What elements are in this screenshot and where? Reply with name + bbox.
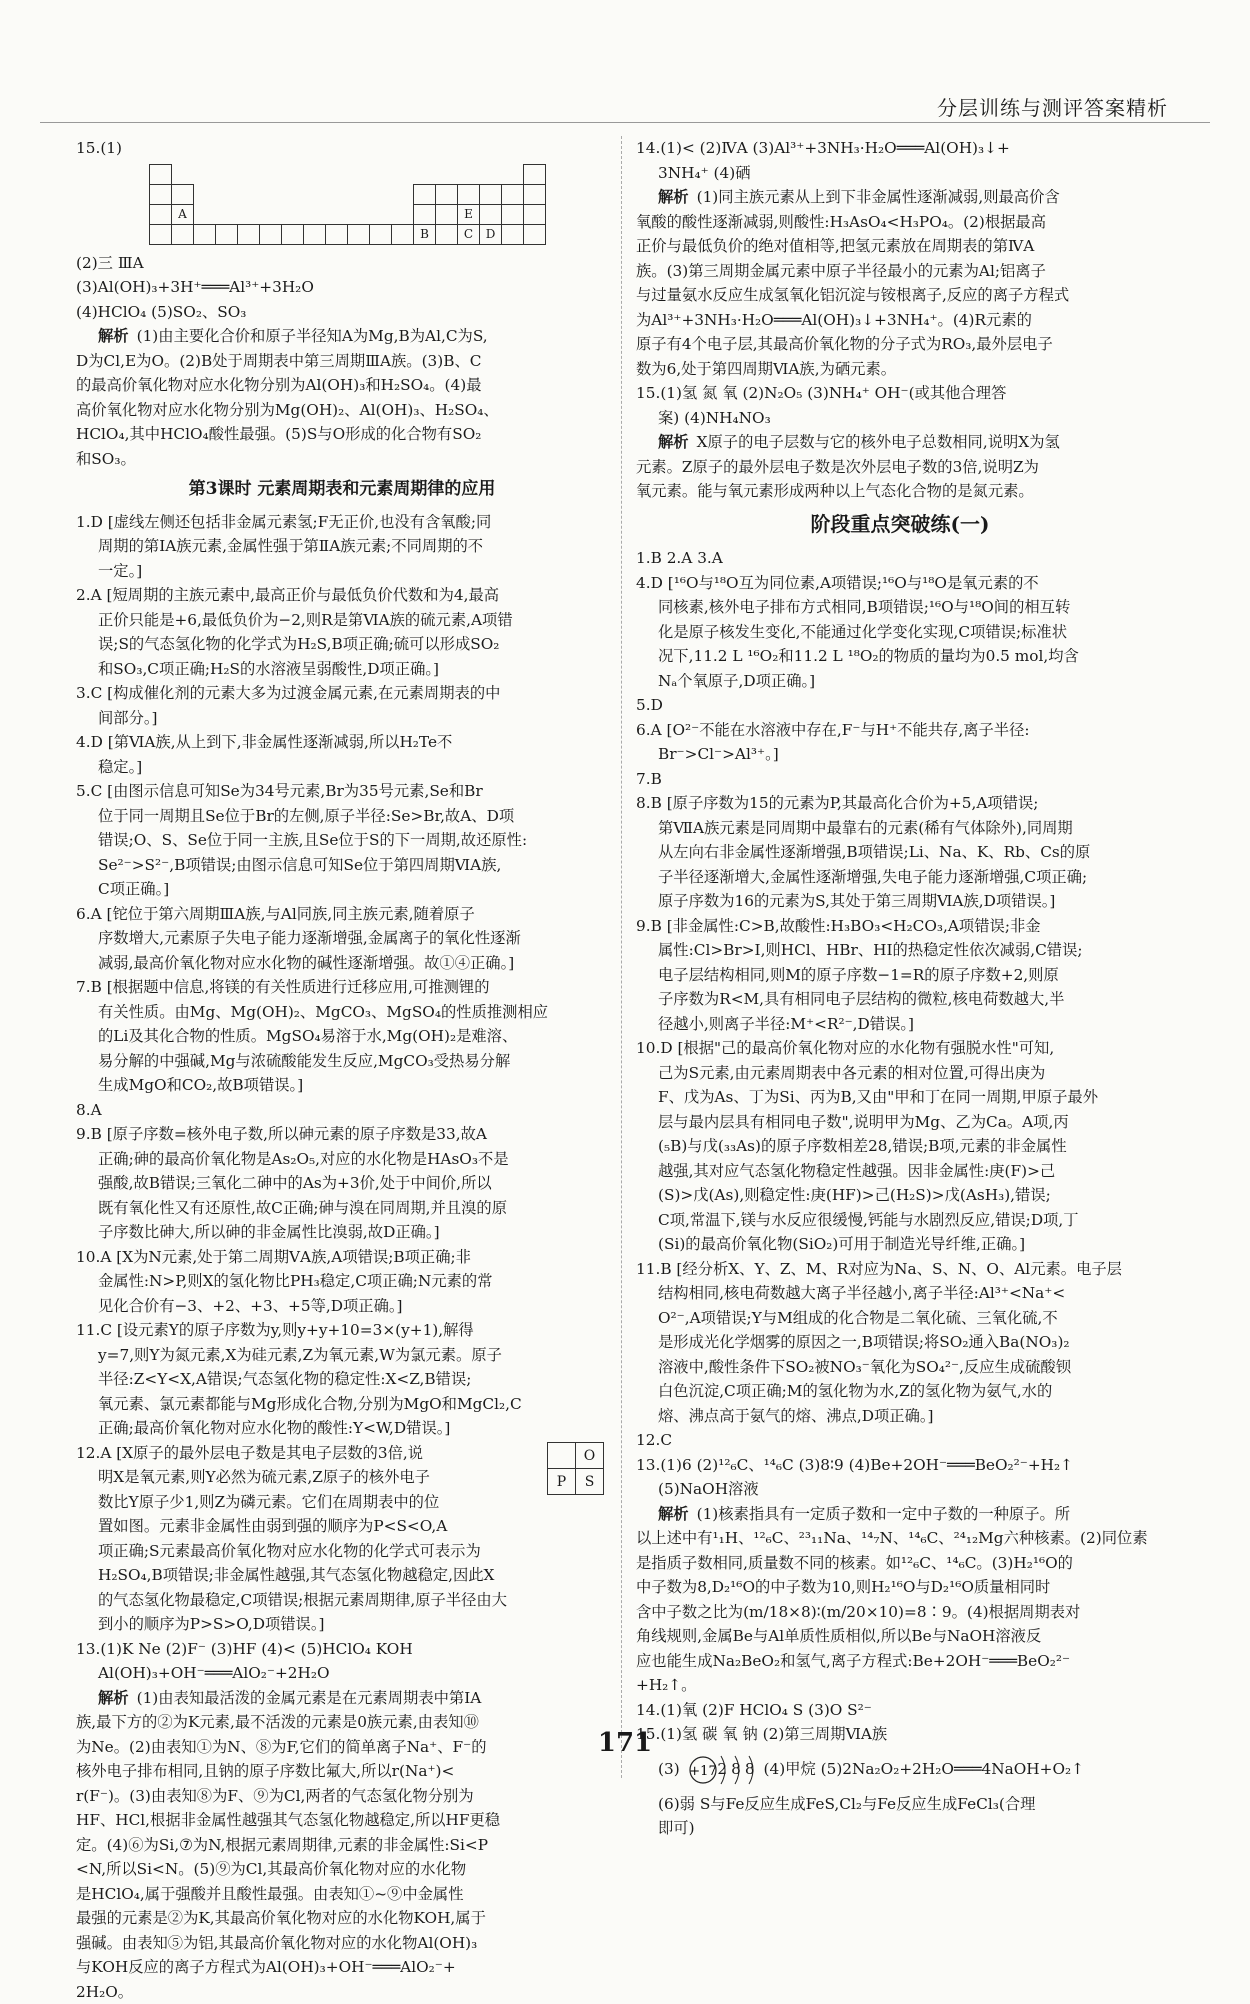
explanation-line: 应也能生成Na₂BeO₂和氢气,离子方程式:Be+2OH⁻═══BeO₂²⁻ <box>636 1649 1164 1674</box>
table-cell <box>347 224 370 245</box>
answer-line: Al(OH)₃+OH⁻═══AlO₂⁻+2H₂O <box>76 1661 608 1686</box>
explanation-line <box>636 185 1164 210</box>
answer-line: 正确;砷的最高价氧化物是As₂O₅,对应的水化物是HAsO₃不是 <box>76 1147 608 1172</box>
jiexi-text: (1)由主要化合价和原子半径知A为Mg,B为Al,C为S, <box>137 327 488 345</box>
answer-line: (5)NaOH溶液 <box>636 1477 1164 1502</box>
right-column <box>636 136 1164 1841</box>
explanation-line: 与KOH反应的离子方程式为Al(OH)₃+OH⁻═══AlO₂⁻+ <box>76 1955 608 1980</box>
answer-line: 11.C [设元素Y的原子序数为y,则y+y+10=3×(y+1),解得 <box>76 1318 608 1343</box>
answer-line: 到小的顺序为P>S>O,D项错误。] <box>76 1612 608 1637</box>
answer-line: 5.D <box>636 693 1164 718</box>
answer-line: 10.D [根据"己的最高价氧化物对应的水化物有强脱水性"可知, <box>636 1036 1164 1061</box>
answer-line: 项正确;S元素最高价氧化物对应水化物的化学式可表示为 <box>76 1539 608 1564</box>
explanation-line: 是指质子数相同,质量数不同的核素。如¹²₆C、¹⁴₆C。(3)H₂¹⁶O的 <box>636 1551 1164 1576</box>
q15-answers <box>76 251 608 325</box>
answer-line: 子序数为R<M,具有相同电子层结构的微粒,核电荷数越大,半 <box>636 987 1164 1012</box>
explanation-line: 以上述中有¹₁H、¹²₆C、²³₁₁Na、¹⁴₇N、¹⁴₆C、²⁴₁₂Mg六种核素。(2)同位素 <box>636 1526 1164 1551</box>
answer-line: 4.D [第ⅥA族,从上到下,非金属性逐渐减弱,所以H₂Te不 <box>76 730 608 755</box>
answer-line: 14.(1)< (2)ⅣA (3)Al³⁺+3NH₃·H₂O═══Al(OH)₃↓+ <box>636 136 1164 161</box>
table-cell: E <box>457 204 480 225</box>
answer-line: 7.B [根据题中信息,将镁的有关性质进行迁移应用,可推测锂的 <box>76 975 608 1000</box>
answer-line: 错误;O、S、Se位于同一主族,且Se位于S的下一周期,故还原性: <box>76 828 608 853</box>
answer-line: 既有氧化性又有还原性,故C正确;砷与溴在同周期,并且溴的原 <box>76 1196 608 1221</box>
answer-line: 7.B <box>636 767 1164 792</box>
explanation-line: 为Ne。(2)由表知①为N、⑧为F,它们的简单离子Na⁺、F⁻的 <box>76 1735 608 1760</box>
answer-line: 序数增大,元素原子失电子能力逐渐增强,金属离子的氧化性逐渐 <box>76 926 608 951</box>
section-title-stage-practice: 阶段重点突破练(一) <box>636 512 1164 537</box>
table-cell <box>237 224 260 245</box>
q13-explanation-right <box>636 1502 1164 1698</box>
explanation-line: 高价氧化物对应水化物分别为Mg(OH)₂、Al(OH)₃、H₂SO₄、 <box>76 398 608 423</box>
answer-line: Nₐ个氧原子,D项正确。] <box>636 669 1164 694</box>
answer-line: 金属性:N>P,则X的氢化物比PH₃稳定,C项正确;N元素的常 <box>76 1269 608 1294</box>
answer-line: 一定。] <box>76 559 608 584</box>
explanation-line: r(F⁻)。(3)由表知⑧为F、⑨为Cl,两者的气态氢化物分别为 <box>76 1784 608 1809</box>
table-cell <box>171 184 194 205</box>
table-cell <box>523 164 546 185</box>
explanation-line: 氧酸的酸性逐渐减弱,则酸性:H₃AsO₄<H₃PO₄。(2)根据最高 <box>636 210 1164 235</box>
answer-line: 15.(1)氢 氮 氧 (2)N₂O₅ (3)NH₄⁺ OH⁻(或其他合理答 <box>636 381 1164 406</box>
explanation-line: 定。(4)⑥为Si,⑦为N,根据元素周期律,元素的非金属性:Si<P <box>76 1833 608 1858</box>
answer-line: (6)弱 S与Fe反应生成FeS,Cl₂与Fe反应生成FeCl₃(合理 <box>636 1792 1164 1817</box>
stage-answers-list <box>636 546 1164 1502</box>
jiexi-label: 解析 <box>658 188 689 206</box>
answer-line: 强酸,故B错误;三氧化二砷中的As为+3价,处于中间价,所以 <box>76 1171 608 1196</box>
explanation-line <box>76 324 608 349</box>
explanation-line: 元素。Z原子的最外层电子数是次外层电子数的3倍,说明Z为 <box>636 455 1164 480</box>
answer-line: 8.A <box>76 1098 608 1123</box>
answer-line: 位于同一周期且Se位于Br的左侧,原子半径:Se>Br,故A、D项 <box>76 804 608 829</box>
answer-line: 案) (4)NH₄NO₃ <box>636 406 1164 431</box>
answer-line: 4.D [¹⁶O与¹⁸O互为同位素,A项错误;¹⁶O与¹⁸O是氧元素的不 <box>636 571 1164 596</box>
answer-line: 13.(1)6 (2)¹²₆C、¹⁴₆C (3)8∶9 (4)Be+2OH⁻═══BeO₂²⁻+H₂↑ <box>636 1453 1164 1478</box>
answer-line: 生成MgO和CO₂,故B项错误。] <box>76 1073 608 1098</box>
answer-line: 白色沉淀,C项正确;M的氢化物为水,Z的氢化物为氨气,水的 <box>636 1379 1164 1404</box>
answer-line: 结构相同,核电荷数越大离子半径越小,离子半径:Al³⁺<Na⁺< <box>636 1281 1164 1306</box>
table-cell <box>259 224 282 245</box>
header-rule <box>40 122 1210 123</box>
table-cell: C <box>457 224 480 245</box>
explanation-line: 含中子数之比为(m/18×8)∶(m/20×10)=8∶9。(4)根据周期表对 <box>636 1600 1164 1625</box>
table-cell <box>479 184 502 205</box>
answer-line: 5.C [由图示信息可知Se为34号元素,Br为35号元素,Se和Br <box>76 779 608 804</box>
explanation-line: 族。(3)第三周期金属元素中原子半径最小的元素为Al;铝离子 <box>636 259 1164 284</box>
q14-answers <box>636 136 1164 185</box>
answer-line: 置如图。元素非金属性由弱到强的顺序为P<S<O,A <box>76 1514 608 1539</box>
answers-list <box>76 510 608 1441</box>
answer-line: H₂SO₄,B项错误;非金属性越强,其气态氢化物越稳定,因此X <box>76 1563 608 1588</box>
answer-line: 误;S的气态氢化物的化学式为H₂S,B项正确;硫可以形成SO₂ <box>76 632 608 657</box>
answer-line: y=7,则Y为氮元素,X为硅元素,Z为氧元素,W为氯元素。原子 <box>76 1343 608 1368</box>
answer-line: 周期的第ⅠA族元素,金属性强于第ⅡA族元素;不同周期的不 <box>76 534 608 559</box>
answer-line: C项,常温下,镁与水反应很缓慢,钙能与水剧烈反应,错误;D项,丁 <box>636 1208 1164 1233</box>
table-cell: A <box>171 204 194 225</box>
explanation-line: 核外电子排布相同,且钠的原子序数比氟大,所以r(Na⁺)< <box>76 1759 608 1784</box>
jiexi-text: (1)由表知最活泼的金属元素是在元素周期表中第ⅠA <box>137 1689 482 1707</box>
table-cell <box>325 224 348 245</box>
answer-line: 见化合价有−3、+2、+3、+5等,D项正确。] <box>76 1294 608 1319</box>
grid-cell-s: S <box>575 1468 604 1495</box>
section-title-lesson3: 第3课时 元素周期表和元素周期律的应用 <box>76 477 608 502</box>
answer-line: 即可) <box>636 1816 1164 1841</box>
q15-3-prefix: (3) <box>658 1760 680 1778</box>
explanation-line: HF、HCl,根据非金属性越强其气态氢化物越稳定,所以HF更稳 <box>76 1808 608 1833</box>
table-cell <box>215 224 238 245</box>
answer-line: (2)三 ⅢA <box>76 251 608 276</box>
answer-line: 8.B [原子序数为15的元素为P,其最高化合价为+5,A项错误; <box>636 791 1164 816</box>
answer-line: 半径:Z<Y<X,A错误;气态氢化物的稳定性:X<Z,B错误; <box>76 1367 608 1392</box>
explanation-line: 与过量氨水反应生成氢氧化铝沉淀与铵根离子,反应的离子方程式 <box>636 283 1164 308</box>
answer-line: (₅B)与戊(₃₃As)的原子序数相差28,错误;B项,元素的非金属性 <box>636 1134 1164 1159</box>
explanation-line: HClO₄,其中HClO₄酸性最强。(5)S与O形成的化合物有SO₂ <box>76 422 608 447</box>
answer-line: 减弱,最高价氧化物对应水化物的碱性逐渐增强。故①④正确。] <box>76 951 608 976</box>
answer-line: 氧元素、氯元素都能与Mg形成化合物,分别为MgO和MgCl₂,C <box>76 1392 608 1417</box>
answer-line: 熔、沸点高于氨气的熔、沸点,D项正确。] <box>636 1404 1164 1429</box>
answer-line: 己为S元素,由元素周期表中各元素的相对位置,可得出庚为 <box>636 1061 1164 1086</box>
table-cell <box>479 204 502 225</box>
explanation-line: D为Cl,E为O。(2)B处于周期表中第三周期ⅢA族。(3)B、C <box>76 349 608 374</box>
explanation-line: <N,所以Si<N。(5)⑨为Cl,其最高价氧化物对应的水化物 <box>76 1857 608 1882</box>
table-cell <box>501 204 524 225</box>
jiexi-label: 解析 <box>658 1505 689 1523</box>
table-cell <box>391 224 414 245</box>
answer-line: 易分解的中强碱,Mg与浓硫酸能发生反应,MgCO₃受热易分解 <box>76 1049 608 1074</box>
page-header: 分层训练与测评答案精析 <box>937 92 1168 121</box>
explanation-line: 和SO₃。 <box>76 447 608 472</box>
explanation-line: 强碱。由表知⑤为铝,其最高价氧化物对应的水化物Al(OH)₃ <box>76 1931 608 1956</box>
explanation-line: 角线规则,金属Be与Al单质性质相似,所以Be与NaOH溶液反 <box>636 1624 1164 1649</box>
table-cell <box>457 184 480 205</box>
table-cell <box>149 224 172 245</box>
answer-line: 化是原子核发生变化,不能通过化学变化实现,C项错误;标准状 <box>636 620 1164 645</box>
table-cell <box>413 184 436 205</box>
q15-head: 15.(1) <box>76 136 608 161</box>
answer-line: 2.A [短周期的主族元素中,最高正价与最低负价代数和为4,最高 <box>76 583 608 608</box>
answer-line: 子序数比砷大,所以砷的非金属性比溴弱,故D正确。] <box>76 1220 608 1245</box>
explanation-line <box>76 1686 608 1711</box>
answer-line: 越强,其对应气态氢化物稳定性越强。因非金属性:庚(F)>己 <box>636 1159 1164 1184</box>
jiexi-text: X原子的电子层数与它的核外电子总数相同,说明X为氢 <box>697 433 1060 451</box>
explanation-line <box>636 430 1164 455</box>
answer-line: O²⁻,A项错误;Y与M组成的化合物是二氧化硫、三氧化硫,不 <box>636 1306 1164 1331</box>
answer-line: 的气态氢化物最稳定,C项错误;根据元素周期律,原子半径由大 <box>76 1588 608 1613</box>
jiexi-text: (1)同主族元素从上到下非金属性逐渐减弱,则最高价含 <box>697 188 1060 206</box>
explanation-line: 正价与最低负价的绝对值相等,把氢元素放在周期表的第ⅣA <box>636 234 1164 259</box>
answer-line: 的Li及其化合物的性质。MgSO₄易溶于水,Mg(OH)₂是难溶、 <box>76 1024 608 1049</box>
answer-line: 径越小,则离子半径:M⁺<R²⁻,D错误。] <box>636 1012 1164 1037</box>
table-cell <box>523 224 546 245</box>
answer-line: (3)Al(OH)₃+3H⁺═══Al³⁺+3H₂O <box>76 275 608 300</box>
table-cell <box>193 224 216 245</box>
answer-line: 15.(1)氢 碳 氧 钠 (2)第三周期ⅥA族 <box>636 1722 1164 1747</box>
q12-text <box>76 1441 608 1539</box>
q12-position-grid <box>548 1443 604 1495</box>
atom-shells: 288 <box>717 1760 758 1778</box>
table-cell <box>303 224 326 245</box>
answer-line: 稳定。] <box>76 755 608 780</box>
explanation-line: 原子有4个电子层,其最高价氧化物的分子式为RO₃,最外层电子 <box>636 332 1164 357</box>
answer-line: 况下,11.2 L ¹⁶O₂和11.2 L ¹⁸O₂的物质的量均为0.5 mol,均含 <box>636 644 1164 669</box>
explanation-line: 中子数为8,D₂¹⁶O的中子数为10,则H₂¹⁶O与D₂¹⁶O质量相同时 <box>636 1575 1164 1600</box>
jiexi-label: 解析 <box>98 327 129 345</box>
explanation-line: 族,最下方的②为K元素,最不活泼的元素是0族元素,由表知⑩ <box>76 1710 608 1735</box>
grid-cell-empty <box>547 1442 576 1469</box>
answer-line: 层与最内层具有相同电子数",说明甲为Mg、乙为Ca。A项,丙 <box>636 1110 1164 1135</box>
grid-cell-o: O <box>575 1442 604 1469</box>
table-cell <box>435 224 458 245</box>
atom-nucleus: +17 <box>689 1764 716 1779</box>
explanation-line: 氧元素。能与氧元素形成两种以上气态化合物的是氮元素。 <box>636 479 1164 504</box>
q15-3-rest: (4)甲烷 (5)2Na₂O₂+2H₂O═══4NaOH+O₂↑ <box>764 1760 1084 1778</box>
answer-line: 属性:Cl>Br>I,则HCl、HBr、HI的热稳定性依次减弱,C错误; <box>636 938 1164 963</box>
answer-line: 同核素,核外电子排布方式相同,B项错误;¹⁶O与¹⁸O间的相互转 <box>636 595 1164 620</box>
answer-line: 正确;最高价氧化物对应水化物的酸性:Y<W,D错误。] <box>76 1416 608 1441</box>
table-cell <box>413 204 436 225</box>
answer-line: 11.B [经分析X、Y、Z、M、R对应为Na、S、N、O、Al元素。电子层 <box>636 1257 1164 1282</box>
explanation-line: +H₂↑。 <box>636 1673 1164 1698</box>
answer-line: 6.A [O²⁻不能在水溶液中存在,F⁻与H⁺不能共存,离子半径: <box>636 718 1164 743</box>
page-number: 171 <box>0 1728 1250 1758</box>
answer-line: (4)HClO₄ (5)SO₂、SO₃ <box>76 300 608 325</box>
answer-line: 溶液中,酸性条件下SO₂被NO₃⁻氧化为SO₄²⁻,反应生成硫酸钡 <box>636 1355 1164 1380</box>
left-column <box>76 136 608 2004</box>
answer-line: 间部分。] <box>76 706 608 731</box>
table-cell <box>523 204 546 225</box>
table-cell: B <box>413 224 436 245</box>
table-cell <box>501 224 524 245</box>
answer-line: C项正确。] <box>76 877 608 902</box>
answer-line: 数比Y原子少1,则Z为磷元素。它们在周期表中的位 <box>76 1490 542 1515</box>
answer-line: 有关性质。由Mg、Mg(OH)₂、MgCO₃、MgSO₄的性质推测相应 <box>76 1000 608 1025</box>
grid-cell-p: P <box>547 1468 576 1495</box>
explanation-line: 数为6,处于第四周期ⅥA族,为硒元素。 <box>636 357 1164 382</box>
answer-line: 从左向右非金属性逐渐增强,B项错误;Li、Na、K、Rb、Cs的原 <box>636 840 1164 865</box>
answer-line: 12.C <box>636 1428 1164 1453</box>
table-cell <box>149 184 172 205</box>
table-cell <box>435 204 458 225</box>
answer-line: (S)>戊(As),则稳定性:庚(HF)>己(H₂S)>戊(AsH₃),错误; <box>636 1183 1164 1208</box>
explanation-line: 2H₂O。 <box>76 1980 608 2004</box>
q15-explanation <box>76 324 608 471</box>
table-cell <box>501 184 524 205</box>
answer-line: 1.D [虚线左侧还包括非金属元素氢;F无正价,也没有含氧酸;同 <box>76 510 608 535</box>
explanation-line: 为Al³⁺+3NH₃·H₂O═══Al(OH)₃↓+3NH₄⁺。(4)R元素的 <box>636 308 1164 333</box>
answer-line: 和SO₃,C项正确;H₂S的水溶液呈弱酸性,D项正确。] <box>76 657 608 682</box>
explanation-line: 的最高价氧化物对应水化物分别为Al(OH)₃和H₂SO₄。(4)最 <box>76 373 608 398</box>
table-cell <box>171 224 194 245</box>
answer-line: 12.A [X原子的最外层电子数是其电子层数的3倍,说 <box>76 1441 542 1466</box>
explanation-line: 最强的元素是②为K,其最高价氧化物对应的水化物KOH,属于 <box>76 1906 608 1931</box>
q12-block <box>76 1441 608 1539</box>
answer-line: F、戊为As、丁为Si、丙为B,又由"甲和丁在同一周期,甲原子最外 <box>636 1085 1164 1110</box>
answer-line: 10.A [X为N元素,处于第二周期ⅤA族,A项错误;B项正确;非 <box>76 1245 608 1270</box>
table-cell <box>369 224 392 245</box>
answer-line: 9.B [非金属性:C>B,故酸性:H₃BO₃<H₂CO₃,A项错误;非金 <box>636 914 1164 939</box>
answer-line: 6.A [铊位于第六周期ⅢA族,与Al同族,同主族元素,随着原子 <box>76 902 608 927</box>
answers-list-2 <box>76 1539 608 1686</box>
q14-explanation <box>636 185 1164 381</box>
answer-line: 14.(1)氧 (2)F HClO₄ S (3)O S²⁻ <box>636 1698 1164 1723</box>
answer-line: Se²⁻>S²⁻,B项错误;由图示信息可知Se位于第四周期ⅥA族, <box>76 853 608 878</box>
answer-line: 3.C [构成催化剂的元素大多为过渡金属元素,在元素周期表的中 <box>76 681 608 706</box>
answer-line: (Si)的最高价氧化物(SiO₂)可用于制造光导纤维,正确。] <box>636 1232 1164 1257</box>
explanation-line: 是HClO₄,属于强酸并且酸性最强。由表知①~⑨中金属性 <box>76 1882 608 1907</box>
table-cell <box>281 224 304 245</box>
jiexi-label: 解析 <box>98 1689 129 1707</box>
table-cell <box>149 204 172 225</box>
answer-line: 1.B 2.A 3.A <box>636 546 1164 571</box>
q15-answers-right <box>636 381 1164 430</box>
jiexi-text: (1)核素指具有一定质子数和一定中子数的一种原子。所 <box>697 1505 1071 1523</box>
column-divider <box>621 136 622 1778</box>
table-cell <box>523 184 546 205</box>
answer-line: 13.(1)K Ne (2)F⁻ (3)HF (4)< (5)HClO₄ KOH <box>76 1637 608 1662</box>
answer-line: 9.B [原子序数=核外电子数,所以砷元素的原子序数是33,故A <box>76 1122 608 1147</box>
answer-line: 明X是氧元素,则Y必然为硫元素,Z原子的核外电子 <box>76 1465 542 1490</box>
periodic-table-sketch <box>150 165 608 245</box>
table-cell <box>435 184 458 205</box>
answer-line: 原子序数为16的元素为S,其处于第三周期ⅥA族,D项错误。] <box>636 889 1164 914</box>
answer-line: 子半径逐渐增大,金属性逐渐增强,失电子能力逐渐增强,C项正确; <box>636 865 1164 890</box>
answer-line: 正价只能是+6,最低负价为−2,则R是第ⅥA族的硫元素,A项错 <box>76 608 608 633</box>
explanation-line <box>636 1502 1164 1527</box>
answer-line: 3NH₄⁺ (4)硒 <box>636 161 1164 186</box>
answer-line: 第ⅦA族元素是同周期中最靠右的元素(稀有气体除外),同周期 <box>636 816 1164 841</box>
answer-line: Br⁻>Cl⁻>Al³⁺。] <box>636 742 1164 767</box>
q15-6-answer <box>636 1792 1164 1841</box>
table-cell <box>149 164 172 185</box>
q15-explanation-right <box>636 430 1164 504</box>
jiexi-label: 解析 <box>658 433 689 451</box>
table-cell: D <box>479 224 502 245</box>
answer-line: 电子层结构相同,则M的原子序数−1=R的原子序数+2,则原 <box>636 963 1164 988</box>
answer-line: 是形成光化学烟雾的原因之一,B项错误;将SO₂通入Ba(NO₃)₂ <box>636 1330 1164 1355</box>
